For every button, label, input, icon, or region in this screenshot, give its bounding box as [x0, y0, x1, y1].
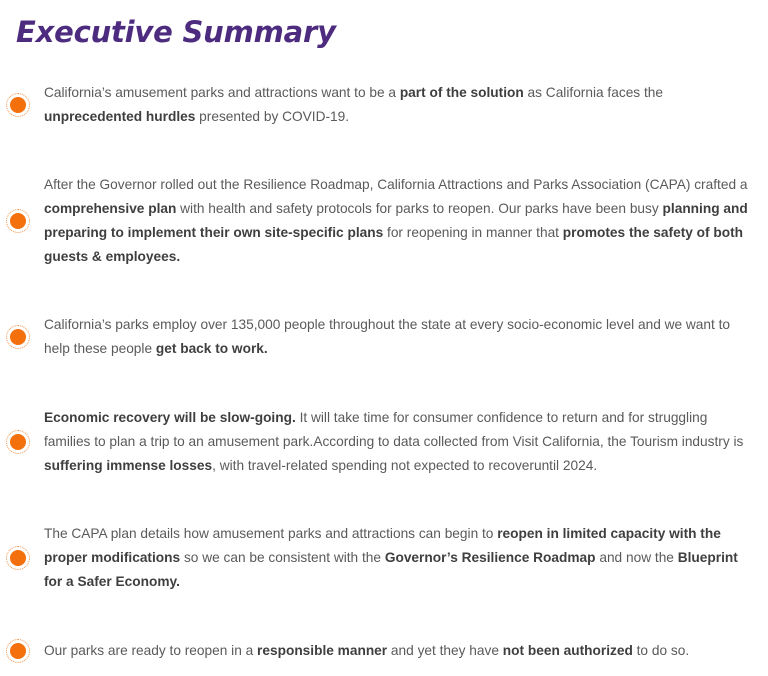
- bullet-dot-icon: [10, 97, 26, 113]
- bullet-circle-icon: [0, 545, 44, 571]
- body-text: so we can be consistent with the: [180, 550, 385, 566]
- body-text: California’s parks employ over 135,000 people throughout the state at every socio-economic level and we want to help these people: [44, 317, 731, 357]
- list-item-text: [44, 173, 750, 269]
- bullet-circle-icon: [0, 208, 44, 234]
- body-text: with health and safety protocols for parks to reopen. Our parks have been busy: [176, 201, 663, 217]
- bullet-dot-icon: [10, 213, 26, 229]
- emphasis-text: Blueprint for a Safer Economy.: [44, 550, 738, 590]
- list-item-text: [44, 639, 750, 663]
- bullet-circle-icon: [0, 92, 44, 118]
- emphasis-text: comprehensive plan: [44, 201, 177, 217]
- emphasis-text: planning and preparing to implement their own site-specific plans: [44, 201, 748, 241]
- list-item: [0, 392, 768, 491]
- body-text: California’s amusement parks and attractions want to be a: [44, 84, 400, 100]
- emphasis-text: promotes the safety of both guests & employees.: [44, 225, 744, 265]
- list-item-text: [44, 522, 750, 594]
- bullet-dot-icon: [10, 643, 26, 659]
- executive-summary-bullet-list: [0, 67, 768, 676]
- bullet-circle-icon: [0, 638, 44, 664]
- body-text: and now the: [595, 550, 678, 566]
- body-text: and yet they have: [387, 642, 503, 658]
- list-item: [0, 300, 768, 375]
- body-text: as California faces the: [523, 84, 663, 100]
- body-text: for reopening in manner that: [383, 225, 563, 241]
- page-title: Executive Summary: [16, 15, 336, 49]
- list-item: [0, 159, 768, 282]
- body-text: to do so.: [632, 642, 690, 658]
- body-text: After the Governor rolled out the Resilience Roadmap, California Attractions and Parks Association (CAPA) crafted a: [44, 177, 748, 193]
- body-text: It will take time for consumer confidence to return and for struggling families to plan a trip to an amusement park.According to data collected from Visit California, the Tourism industry is: [44, 409, 744, 449]
- emphasis-text: get back to work.: [155, 341, 268, 357]
- emphasis-text: suffering immense losses: [44, 457, 213, 473]
- emphasis-text: Economic recovery will be slow-going.: [44, 409, 296, 425]
- body-text: The CAPA plan details how amusement parks and attractions can begin to: [44, 526, 498, 542]
- body-text: presented by COVID-19.: [195, 108, 350, 124]
- list-item: [0, 509, 768, 608]
- list-item: [0, 67, 768, 142]
- list-item: [0, 625, 768, 676]
- emphasis-text: Governor’s Resilience Roadmap: [384, 550, 596, 566]
- list-item-text: [44, 81, 750, 129]
- list-item-text: [44, 406, 750, 478]
- bullet-circle-icon: [0, 324, 44, 350]
- emphasis-text: reopen in limited capacity with the proper modifications: [44, 526, 721, 566]
- emphasis-text: not been authorized: [502, 642, 633, 658]
- body-text: Our parks are ready to reopen in a: [44, 642, 258, 658]
- emphasis-text: part of the solution: [399, 84, 524, 100]
- emphasis-text: responsible manner: [257, 642, 388, 658]
- emphasis-text: unprecedented hurdles: [44, 108, 196, 124]
- list-item-text: [44, 313, 750, 361]
- bullet-dot-icon: [10, 434, 26, 450]
- bullet-circle-icon: [0, 429, 44, 455]
- body-text: , with travel-related spending not expected to recoveruntil 2024.: [212, 457, 598, 473]
